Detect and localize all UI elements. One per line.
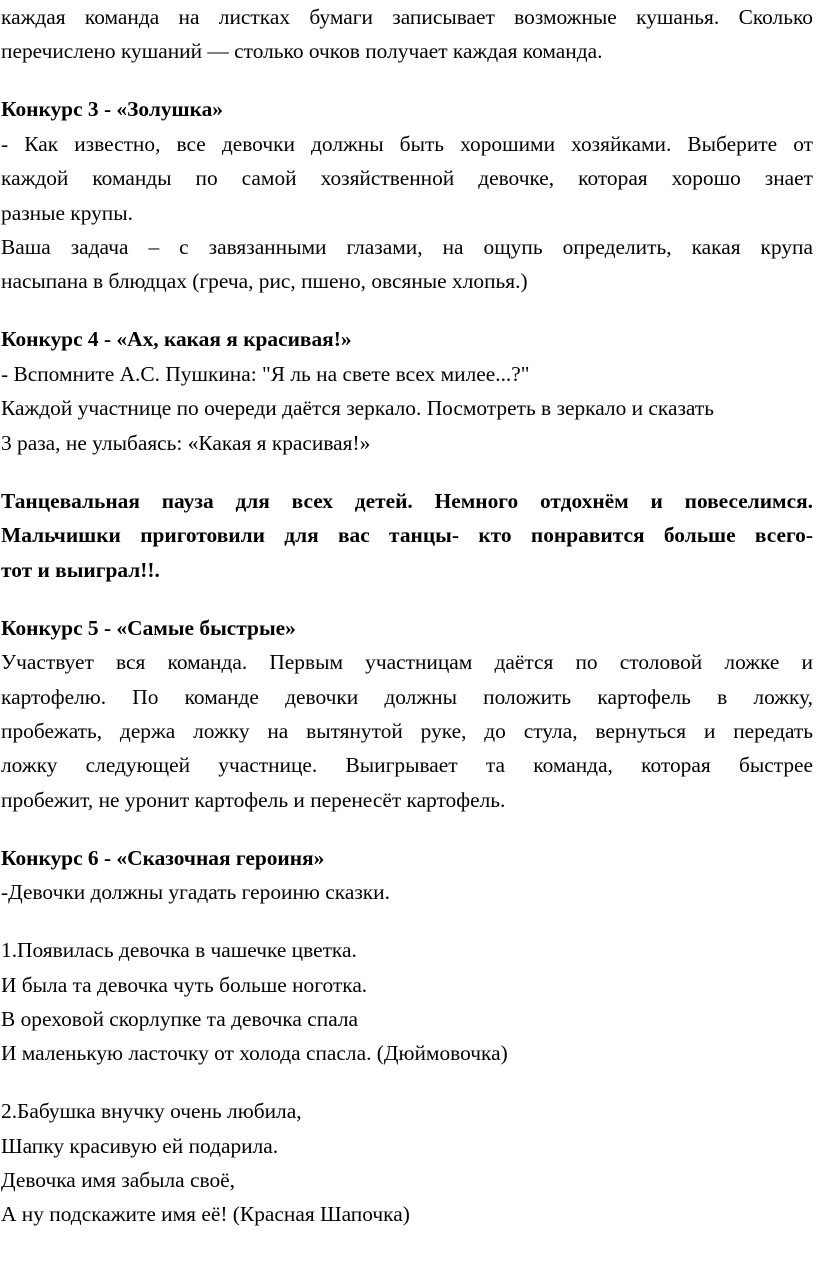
riddle1-line-2: И была та девочка чуть больше ноготка. <box>1 973 368 997</box>
riddle1-line-3: В ореховой скорлупке та девочка спала <box>1 1007 359 1031</box>
contest4-line-2: Каждой участнице по очереди даётся зеркало. Посмотреть в зеркало и сказать <box>1 396 714 420</box>
contest5-line-3: пробежать, держа ложку на вытянутой руке, до стула, вернуться и передать <box>1 719 813 743</box>
riddle1-line-4: И маленькую ласточку от холода спасла. (Дюймовочка) <box>1 1041 508 1065</box>
contest5-line-2: картофелю. По команде девочки должны положить картофель в ложку, <box>1 685 813 709</box>
riddle2-line-3: Девочка имя забыла своё, <box>1 1168 235 1192</box>
dance-pause-line-1: Танцевальная пауза для всех детей. Немного отдохнём и повеселимся. <box>1 489 813 513</box>
riddle2-line-2: Шапку красивую ей подарила. <box>1 1134 279 1158</box>
contest3-line-4: Ваша задача – с завязанными глазами, на ощупь определить, какая крупа <box>1 235 813 259</box>
contest3-heading: Конкурс 3 - «Золушка» <box>1 97 223 121</box>
contest5-heading: Конкурс 5 - «Самые быстрые» <box>1 616 296 640</box>
contest3-line-5: насыпана в блюдцах (греча, рис, пшено, овсяные хлопья.) <box>1 269 528 293</box>
contest4-line-1: - Вспомните А.С. Пушкина: "Я ль на свете всех милее...?" <box>1 362 530 386</box>
contest6-heading: Конкурс 6 - «Сказочная героиня» <box>1 846 325 870</box>
contest3-line-1: - Как известно, все девочки должны быть хорошими хозяйками. Выберите от <box>1 132 813 156</box>
intro-line-2: перечислено кушаний — столько очков получает каждая команда. <box>1 39 603 63</box>
contest6-intro: -Девочки должны угадать героиню сказки. <box>1 880 390 904</box>
dance-pause-line-2: Мальчишки приготовили для вас танцы- кто понравится больше всего- <box>1 523 813 547</box>
contest5-line-5: пробежит, не уронит картофель и перенесёт картофель. <box>1 788 506 812</box>
riddle2-line-1: 2.Бабушка внучку очень любила, <box>1 1099 302 1123</box>
riddle1-line-1: 1.Появилась девочка в чашечке цветка. <box>1 938 357 962</box>
dance-pause-line-3: тот и выиграл!!. <box>1 558 160 582</box>
contest3-line-3: разные крупы. <box>1 201 133 225</box>
contest3-line-2: каждой команды по самой хозяйственной девочке, которая хорошо знает <box>1 166 813 190</box>
contest4-line-3: 3 раза, не улыбаясь: «Какая я красивая!» <box>1 431 371 455</box>
contest5-line-4: ложку следующей участнице. Выигрывает та команда, которая быстрее <box>1 753 813 777</box>
contest4-heading: Конкурс 4 - «Ах, какая я красивая!» <box>1 327 352 351</box>
intro-line-1: каждая команда на листках бумаги записывает возможные кушанья. Сколько <box>1 5 813 29</box>
riddle2-line-4: А ну подскажите имя её! (Красная Шапочка) <box>1 1202 410 1226</box>
contest5-line-1: Участвует вся команда. Первым участницам даётся по столовой ложке и <box>1 650 813 674</box>
